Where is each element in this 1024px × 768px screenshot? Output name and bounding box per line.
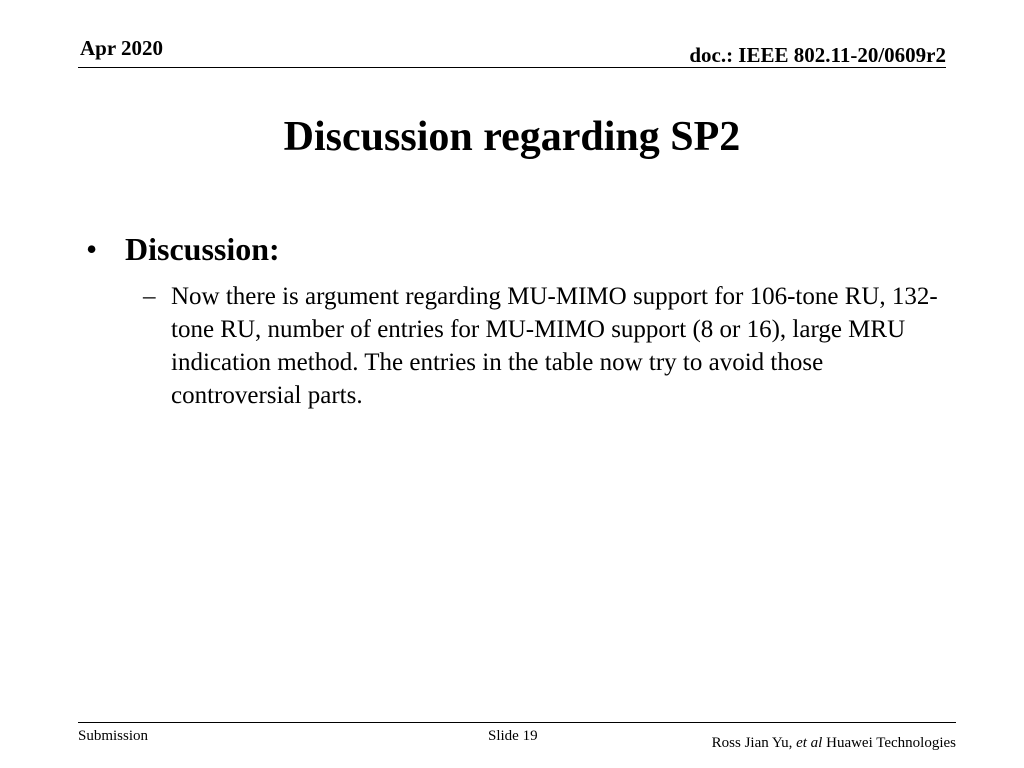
bullet-item bbox=[86, 230, 946, 268]
footer-author-org: Huawei Technologies bbox=[822, 735, 956, 751]
sub-bullet-item bbox=[127, 280, 947, 412]
sub-bullet-text: Now there is argument regarding MU-MIMO support for 106-tone RU, 132-tone RU, number of entries for MU-MIMO support (8 or 16), large MRU indication method. The entries in the table now try to avoid those controversial parts. bbox=[171, 283, 938, 409]
footer-author-name: Ross Jian Yu, bbox=[711, 735, 797, 751]
sub-bullet-marker: – bbox=[143, 283, 156, 310]
bullet-heading: Discussion: bbox=[125, 231, 280, 267]
footer-author bbox=[712, 735, 956, 752]
footer-slide-number: Slide 19 bbox=[488, 728, 538, 744]
header-date: Apr 2020 bbox=[80, 36, 164, 60]
bullet-marker: • bbox=[86, 231, 98, 267]
slide-title: Discussion regarding SP2 bbox=[283, 114, 741, 160]
header-doc-id: doc.: IEEE 802.11-20/0609r2 bbox=[689, 43, 946, 67]
footer-submission: Submission bbox=[78, 728, 149, 744]
footer-author-etal: et al bbox=[796, 735, 823, 751]
footer-divider bbox=[78, 722, 956, 723]
header-divider bbox=[78, 67, 946, 68]
